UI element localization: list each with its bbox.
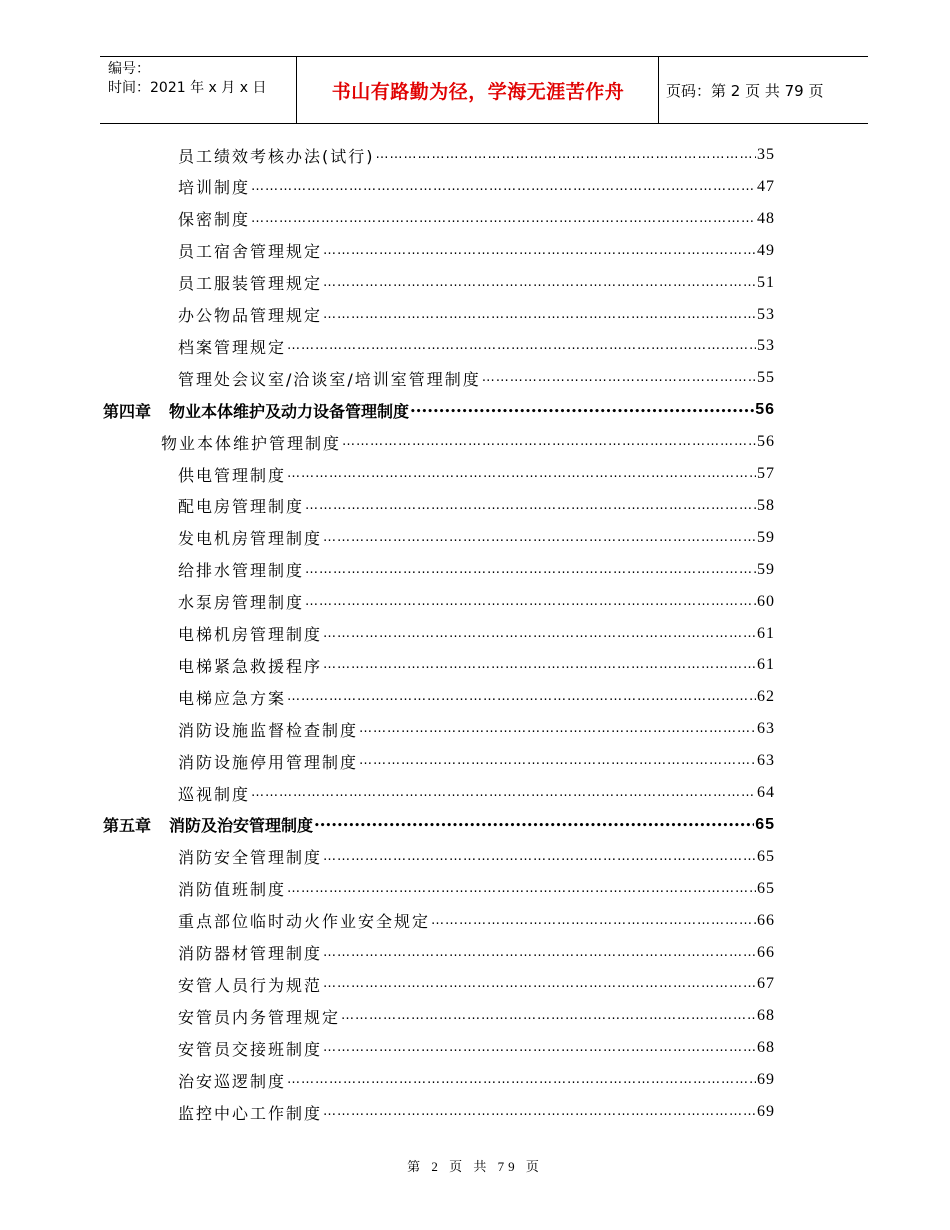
toc-chapter-number: 第四章: [103, 401, 152, 421]
toc-entry[interactable]: [178, 684, 775, 710]
toc-page-number: 57: [757, 465, 775, 482]
toc-leader-dots: [305, 493, 756, 519]
toc-entry-title: 电梯紧急救援程序: [178, 656, 323, 676]
toc-leader-dots: [323, 302, 756, 328]
document-time-label: 时间：2021 年 x 月 x 日: [108, 80, 267, 96]
toc-entry[interactable]: [178, 142, 775, 168]
toc-page-number: 68: [757, 1039, 775, 1057]
toc-entry[interactable]: [161, 429, 775, 455]
toc-page-number: 47: [757, 177, 775, 195]
toc-page-number: 61: [757, 656, 775, 674]
toc-entry-title: 保密制度: [178, 210, 251, 230]
toc-leader-dots: [323, 1099, 756, 1125]
toc-entry[interactable]: [178, 1035, 775, 1061]
toc-entry-title: 档案管理规定: [178, 337, 287, 357]
toc-leader-dots: [323, 621, 756, 647]
toc-page-number: 65: [757, 847, 775, 865]
toc-entry[interactable]: [178, 302, 775, 328]
toc-leader-dots: [323, 940, 756, 966]
toc-entry-title: 安管员内务管理规定: [178, 1007, 341, 1027]
toc-entry[interactable]: [178, 971, 775, 997]
toc-leader-dots: [323, 270, 756, 296]
toc-entry[interactable]: [178, 716, 775, 742]
toc-entry[interactable]: [178, 1067, 775, 1093]
toc-entry-title: 配电房管理制度: [178, 497, 305, 517]
toc-entry[interactable]: [178, 493, 775, 519]
toc-entry[interactable]: [178, 940, 775, 966]
toc-leader-dots: [287, 1067, 756, 1093]
toc-page-number: 69: [757, 1071, 775, 1089]
toc-page-number: 65: [755, 815, 775, 833]
toc-entry-title: 重点部位临时动火作业安全规定: [178, 912, 431, 932]
toc-page-number: 35: [757, 146, 775, 163]
toc-page-number: 56: [757, 433, 775, 451]
toc-entry[interactable]: [178, 876, 775, 902]
toc-page-number: 58: [757, 496, 775, 514]
toc-leader-dots: [342, 429, 756, 455]
toc-page-number: 66: [757, 911, 775, 929]
toc-page-number: 59: [757, 528, 775, 546]
toc-leader-dots: [305, 589, 756, 615]
toc-leader-dots: [323, 238, 756, 264]
toc-leader-dots: [323, 971, 756, 997]
toc-entry-title: 安管人员行为规范: [178, 975, 323, 995]
toc-leader-dots: [431, 908, 756, 934]
toc-entry-title: 消防设施停用管理制度: [178, 752, 359, 772]
toc-leader-dots: [341, 1003, 756, 1029]
header-motto: 书山有路勤为径，学海无涯苦作舟: [331, 80, 625, 103]
toc-page-number: 55: [757, 369, 775, 387]
toc-leader-dots: [359, 748, 756, 774]
toc-page-number: 48: [757, 209, 775, 227]
toc-entry-title: 巡视制度: [178, 784, 251, 804]
toc-entry-title: 电梯应急方案: [178, 688, 287, 708]
toc-entry[interactable]: [178, 461, 775, 487]
toc-entry-title: 培训制度: [178, 178, 251, 198]
toc-page-number: 49: [757, 241, 775, 259]
toc-entry-title: 监控中心工作制度: [178, 1103, 323, 1123]
toc-page-number: 60: [757, 592, 775, 610]
toc-page-number: 53: [757, 305, 775, 323]
toc-leader-dots: [376, 142, 757, 168]
toc-entry-title: 管理处会议室/洽谈室/培训室管理制度: [178, 369, 481, 389]
toc-chapter-entry[interactable]: [103, 397, 775, 423]
toc-entry[interactable]: [178, 621, 775, 647]
toc-entry-title: 供电管理制度: [178, 465, 287, 485]
toc-entry[interactable]: [178, 333, 775, 359]
toc-page-number: 65: [757, 879, 775, 897]
toc-entry-title: 办公物品管理规定: [178, 306, 323, 325]
toc-chapter-title: 消防及治安管理制度: [169, 816, 314, 836]
toc-page-number: 63: [757, 752, 775, 770]
toc-entry[interactable]: [178, 780, 775, 806]
toc-leader-dots: [482, 365, 756, 391]
toc-page-number: 56: [755, 401, 775, 419]
toc-entry[interactable]: [178, 174, 775, 200]
toc-entry-title: 员工宿舍管理规定: [178, 242, 323, 262]
toc-chapter-title: 物业本体维护及动力设备管理制度: [169, 401, 410, 421]
toc-entry[interactable]: [178, 238, 775, 264]
toc-entry[interactable]: [178, 1099, 775, 1125]
toc-leader-dots: [287, 461, 756, 487]
footer-page-label: 第 2 页 共 79 页: [407, 1159, 543, 1174]
toc-entry[interactable]: [178, 748, 775, 774]
toc-leader-dots: [251, 780, 756, 806]
toc-page-number: 59: [757, 560, 775, 578]
toc-entry-title: 安管员交接班制度: [178, 1039, 323, 1059]
toc-entry[interactable]: [178, 589, 775, 615]
toc-page-number: 69: [757, 1103, 775, 1120]
toc-entry-title: 发电机房管理制度: [178, 529, 323, 549]
toc-entry-title: 水泵房管理制度: [178, 593, 305, 613]
toc-leader-dots: [314, 810, 754, 839]
toc-entry-title: 物业本体维护管理制度: [161, 433, 342, 453]
toc-page-number: 51: [757, 273, 775, 291]
toc-entry-title: 消防安全管理制度: [178, 848, 323, 868]
toc-chapter-entry[interactable]: [103, 812, 775, 838]
toc-leader-dots: [287, 333, 756, 359]
toc-page-number: 64: [757, 784, 775, 801]
toc-page-number: 61: [757, 624, 775, 642]
toc-leader-dots: [287, 684, 756, 710]
toc-entry[interactable]: [178, 270, 775, 296]
toc-entry-title: [103, 399, 409, 422]
toc-page-number: 67: [757, 975, 775, 993]
toc-leader-dots: [359, 716, 756, 742]
toc-leader-dots: [410, 396, 754, 425]
toc-entry-title: 员工服装管理规定: [178, 274, 323, 294]
toc-chapter-number: 第五章: [103, 816, 152, 836]
toc-leader-dots: [287, 876, 756, 902]
document-number-label: 编号：: [108, 61, 150, 77]
toc-leader-dots: [251, 206, 756, 232]
toc-entry[interactable]: [178, 206, 775, 232]
toc-page-number: 68: [757, 1007, 775, 1025]
toc-page-number: 66: [757, 943, 775, 961]
toc-entry-title: 消防设施监督检查制度: [178, 720, 359, 740]
toc-entry[interactable]: [178, 365, 775, 391]
toc-leader-dots: [323, 652, 756, 678]
toc-leader-dots: [251, 174, 756, 200]
toc-entry[interactable]: [178, 844, 775, 870]
toc-entry[interactable]: [178, 1003, 775, 1029]
toc-leader-dots: [305, 557, 756, 583]
toc-leader-dots: [323, 525, 756, 551]
toc-entry[interactable]: [178, 525, 775, 551]
toc-entry[interactable]: [178, 652, 775, 678]
toc-entry-title: 电梯机房管理制度: [178, 625, 323, 644]
page-footer: [0, 1156, 950, 1175]
toc-entry-title: 治安巡逻制度: [178, 1071, 287, 1091]
toc-entry-title: 给排水管理制度: [178, 561, 305, 581]
toc-page-number: 63: [757, 720, 775, 738]
toc-entry[interactable]: [178, 908, 775, 934]
toc-entry-title: 消防值班制度: [178, 880, 287, 900]
toc-page-number: 62: [757, 688, 775, 706]
toc-leader-dots: [323, 844, 756, 870]
toc-entry-title: [103, 813, 313, 836]
toc-leader-dots: [323, 1035, 756, 1061]
header-page-info: 页码：第 2 页 共 79 页: [666, 81, 824, 100]
toc-page-number: 53: [757, 337, 775, 355]
toc-entry[interactable]: [178, 557, 775, 583]
toc-entry-title: 消防器材管理制度: [178, 944, 323, 963]
toc-entry-title: 员工绩效考核办法(试行): [178, 146, 375, 166]
